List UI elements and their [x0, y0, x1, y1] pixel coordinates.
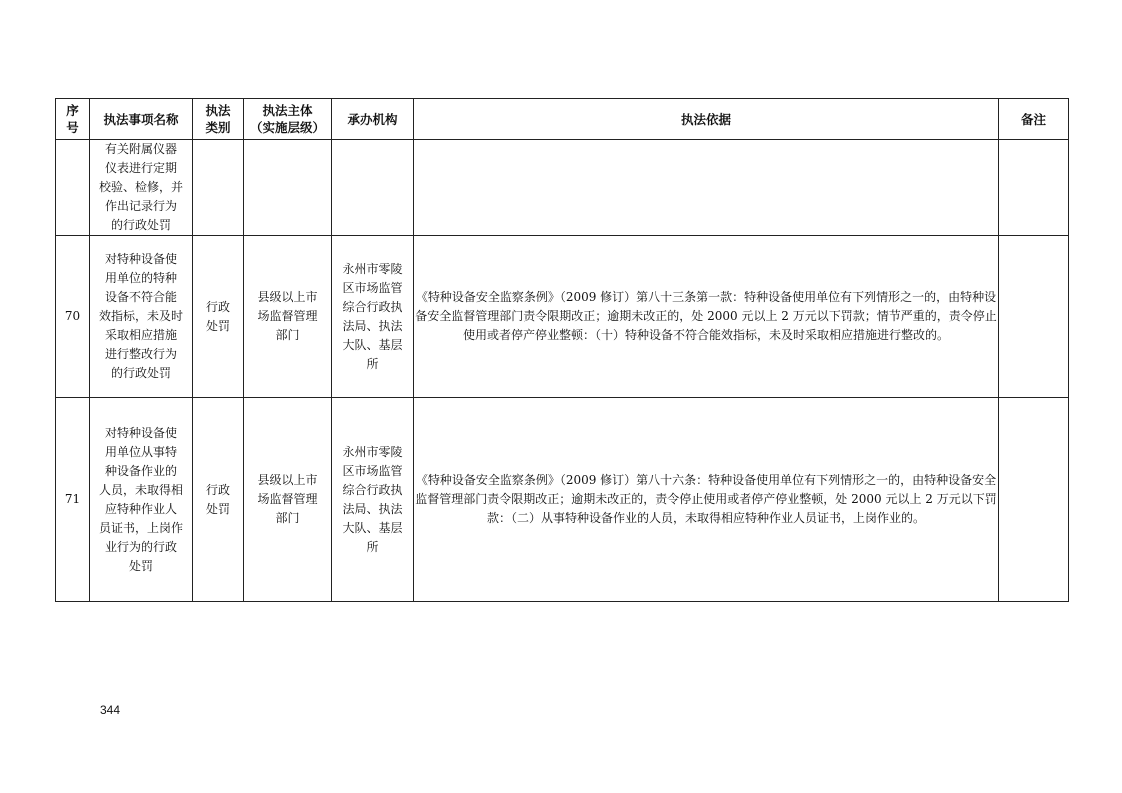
row-agency: 永州市零陵 区市场监管 综合行政执 法局、执法 大队、基层 所 [332, 398, 414, 602]
page-number: 344 [100, 703, 121, 717]
row-subject: 县级以上市 场监督管理 部门 [244, 236, 332, 398]
row-subject [244, 140, 332, 236]
header-subject: 执法主体 （实施层级） [244, 99, 332, 140]
row-category [193, 140, 244, 236]
table-row [56, 236, 1069, 398]
header-name: 执法事项名称 [90, 99, 193, 140]
row-basis: 《特种设备安全监察条例》（2009 修订）第八十三条第一款：特种设备使用单位有下列情形之一的，由特种设备安全监督管理部门责令限期改正；逾期未改正的，处 2000 元以上 2 万元以下罚款；情节严重的，责令停止使用或者停产停业整顿：（十）特种设备不符合能效指标，未及时采取相应措施进行整改的。 [414, 236, 999, 398]
row-basis [414, 140, 999, 236]
table-row [56, 140, 1069, 236]
header-remark: 备注 [999, 99, 1069, 140]
header-category: 执法 类别 [193, 99, 244, 140]
row-remark [999, 236, 1069, 398]
row-agency [332, 140, 414, 236]
row-agency: 永州市零陵 区市场监管 综合行政执 法局、执法 大队、基层 所 [332, 236, 414, 398]
row-seq: 71 [56, 398, 90, 602]
row-basis: 《特种设备安全监察条例》（2009 修订）第八十六条：特种设备使用单位有下列情形之一的，由特种设备安全监督管理部门责令限期改正；逾期未改正的，责令停止使用或者停产停业整顿，处 2000 元以上 2 万元以下罚款：（二）从事特种设备作业的人员，未取得相应特种作业人员证书，上岗作业的。 [414, 398, 999, 602]
enforcement-table [55, 98, 1069, 602]
table-row [56, 398, 1069, 602]
table-header-row [56, 99, 1069, 140]
header-basis: 执法依据 [414, 99, 999, 140]
row-remark [999, 140, 1069, 236]
row-name: 对特种设备使 用单位从事特 种设备作业的 人员，未取得相 应特种作业人 员证书，上岗作 业行为的行政 处罚 [90, 398, 193, 602]
row-name: 对特种设备使 用单位的特种 设备不符合能 效指标，未及时 采取相应措施 进行整改行为 的行政处罚 [90, 236, 193, 398]
header-agency: 承办机构 [332, 99, 414, 140]
header-seq: 序 号 [56, 99, 90, 140]
row-category: 行政 处罚 [193, 398, 244, 602]
row-seq: 70 [56, 236, 90, 398]
row-subject: 县级以上市 场监督管理 部门 [244, 398, 332, 602]
row-remark [999, 398, 1069, 602]
row-name: 有关附属仪器 仪表进行定期 校验、检修，并 作出记录行为 的行政处罚 [90, 140, 193, 236]
row-category: 行政 处罚 [193, 236, 244, 398]
row-seq [56, 140, 90, 236]
